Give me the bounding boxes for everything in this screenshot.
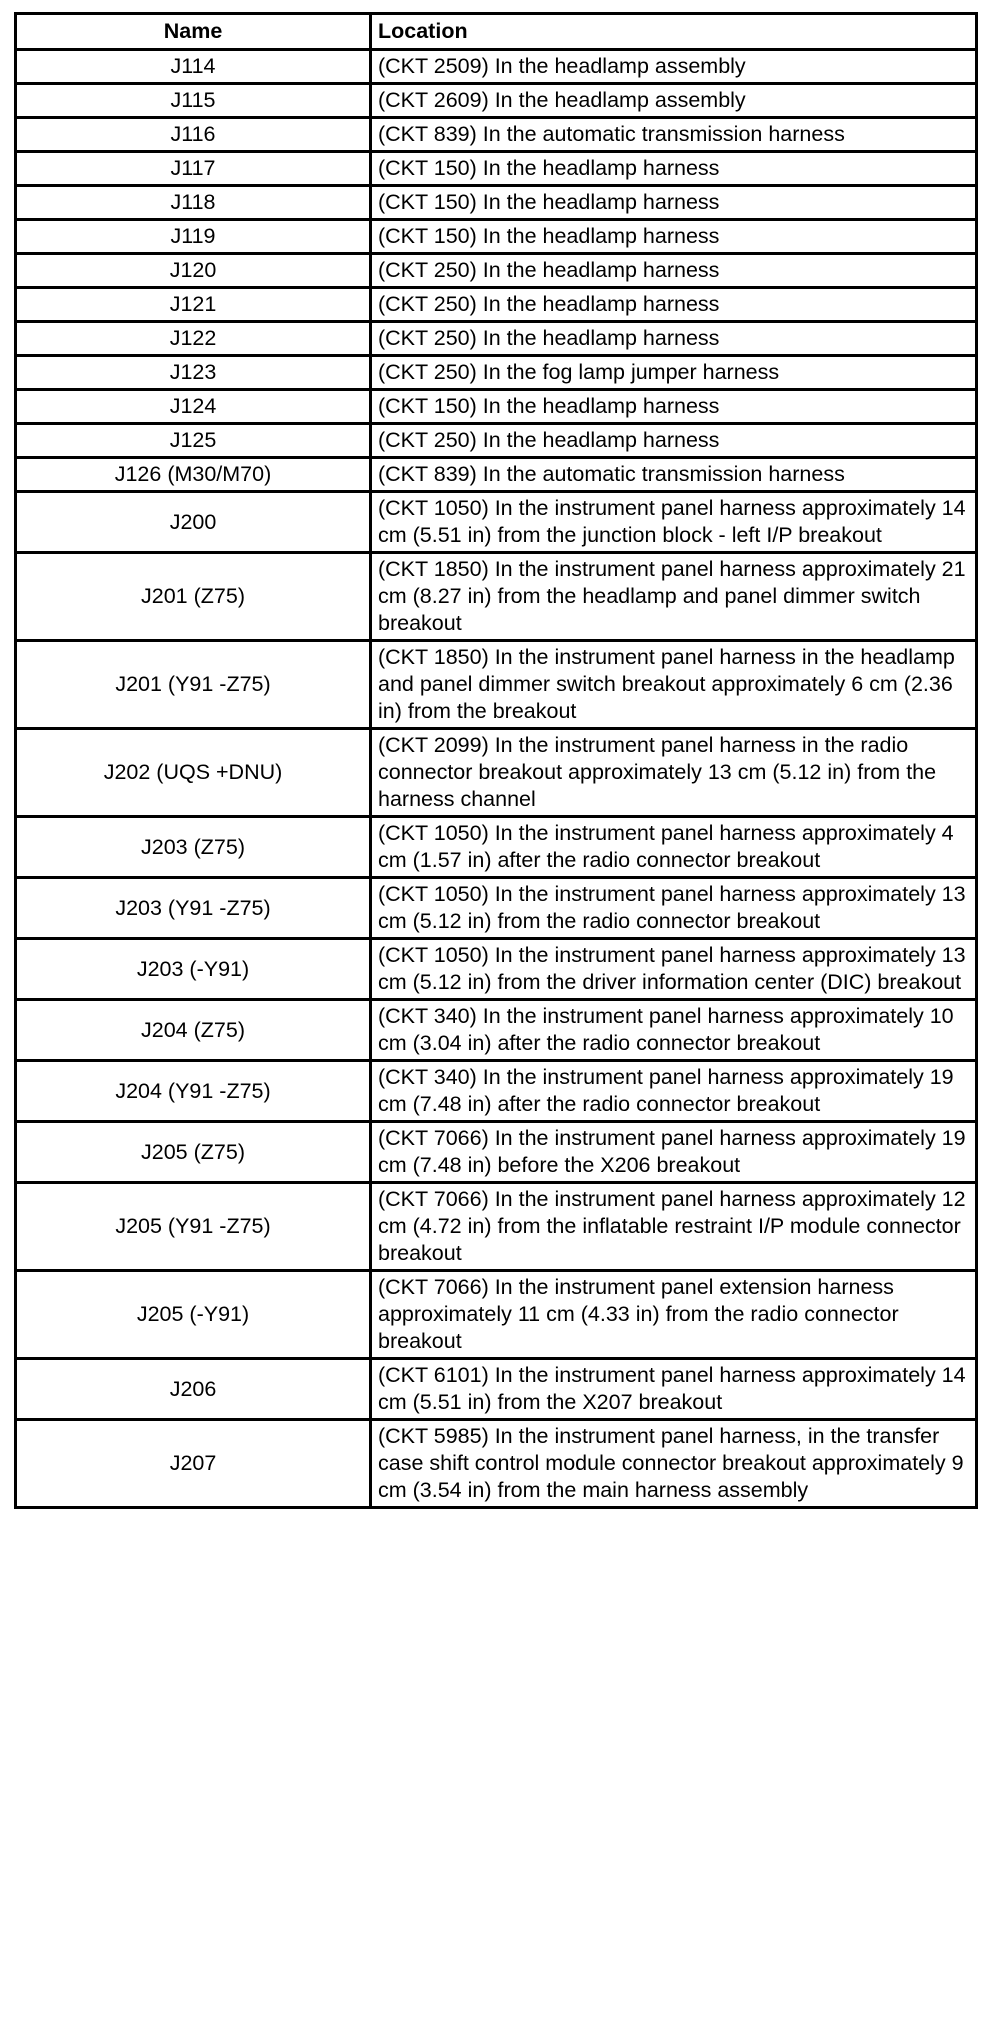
cell-location: (CKT 250) In the headlamp harness (371, 288, 977, 322)
cell-name: J204 (Z75) (16, 1000, 371, 1061)
cell-name: J203 (-Y91) (16, 939, 371, 1000)
cell-name: J119 (16, 220, 371, 254)
table-row (16, 288, 977, 322)
cell-name: J206 (16, 1359, 371, 1420)
table-row (16, 729, 977, 817)
cell-name: J120 (16, 254, 371, 288)
cell-name: J117 (16, 152, 371, 186)
table-row (16, 84, 977, 118)
splice-location-table (14, 12, 978, 1509)
cell-location: (CKT 1050) In the instrument panel harness approximately 13 cm (5.12 in) from the driver information center (DIC) breakout (371, 939, 977, 1000)
table-row (16, 1122, 977, 1183)
table-row (16, 152, 977, 186)
cell-name: J205 (Y91 -Z75) (16, 1183, 371, 1271)
table-row (16, 1183, 977, 1271)
cell-location: (CKT 1050) In the instrument panel harness approximately 14 cm (5.51 in) from the junction block - left I/P breakout (371, 492, 977, 553)
cell-location: (CKT 150) In the headlamp harness (371, 390, 977, 424)
cell-location: (CKT 839) In the automatic transmission harness (371, 118, 977, 152)
column-header-location: Location (371, 14, 977, 50)
cell-location: (CKT 250) In the fog lamp jumper harness (371, 356, 977, 390)
table-row (16, 220, 977, 254)
cell-location: (CKT 7066) In the instrument panel harness approximately 19 cm (7.48 in) before the X206 breakout (371, 1122, 977, 1183)
table-header (16, 14, 977, 50)
table-row (16, 1420, 977, 1508)
cell-name: J126 (M30/M70) (16, 458, 371, 492)
column-header-name: Name (16, 14, 371, 50)
table-row (16, 254, 977, 288)
cell-location: (CKT 2509) In the headlamp assembly (371, 50, 977, 84)
cell-name: J202 (UQS +DNU) (16, 729, 371, 817)
cell-location: (CKT 340) In the instrument panel harness approximately 19 cm (7.48 in) after the radio connector breakout (371, 1061, 977, 1122)
cell-name: J204 (Y91 -Z75) (16, 1061, 371, 1122)
cell-name: J116 (16, 118, 371, 152)
table-row (16, 322, 977, 356)
table-body (16, 50, 977, 1508)
cell-name: J118 (16, 186, 371, 220)
cell-name: J203 (Z75) (16, 817, 371, 878)
cell-location: (CKT 250) In the headlamp harness (371, 424, 977, 458)
cell-location: (CKT 1850) In the instrument panel harness approximately 21 cm (8.27 in) from the headlamp and panel dimmer switch breakout (371, 553, 977, 641)
table-row (16, 553, 977, 641)
cell-location: (CKT 1050) In the instrument panel harness approximately 13 cm (5.12 in) from the radio connector breakout (371, 878, 977, 939)
cell-name: J200 (16, 492, 371, 553)
cell-name: J122 (16, 322, 371, 356)
cell-location: (CKT 839) In the automatic transmission harness (371, 458, 977, 492)
header-row (16, 14, 977, 50)
table-row (16, 1271, 977, 1359)
cell-name: J123 (16, 356, 371, 390)
cell-location: (CKT 2099) In the instrument panel harness in the radio connector breakout approximately 13 cm (5.12 in) from the harness channel (371, 729, 977, 817)
table-row (16, 817, 977, 878)
cell-location: (CKT 7066) In the instrument panel extension harness approximately 11 cm (4.33 in) from the radio connector breakout (371, 1271, 977, 1359)
cell-location: (CKT 250) In the headlamp harness (371, 254, 977, 288)
cell-name: J121 (16, 288, 371, 322)
cell-location: (CKT 150) In the headlamp harness (371, 220, 977, 254)
table-row (16, 458, 977, 492)
table-row (16, 50, 977, 84)
table-row (16, 186, 977, 220)
table-row (16, 492, 977, 553)
table-row (16, 1000, 977, 1061)
cell-location: (CKT 150) In the headlamp harness (371, 186, 977, 220)
table-row (16, 118, 977, 152)
cell-location: (CKT 150) In the headlamp harness (371, 152, 977, 186)
table-row (16, 424, 977, 458)
cell-name: J205 (-Y91) (16, 1271, 371, 1359)
cell-location: (CKT 340) In the instrument panel harness approximately 10 cm (3.04 in) after the radio connector breakout (371, 1000, 977, 1061)
cell-name: J124 (16, 390, 371, 424)
table-row (16, 356, 977, 390)
table-row (16, 1061, 977, 1122)
cell-location: (CKT 1050) In the instrument panel harness approximately 4 cm (1.57 in) after the radio connector breakout (371, 817, 977, 878)
cell-location: (CKT 5985) In the instrument panel harness, in the transfer case shift control module connector breakout approximately 9 cm (3.54 in) from the main harness assembly (371, 1420, 977, 1508)
cell-location: (CKT 2609) In the headlamp assembly (371, 84, 977, 118)
cell-name: J203 (Y91 -Z75) (16, 878, 371, 939)
cell-name: J201 (Z75) (16, 553, 371, 641)
cell-name: J201 (Y91 -Z75) (16, 641, 371, 729)
table-row (16, 1359, 977, 1420)
cell-name: J114 (16, 50, 371, 84)
table-row (16, 878, 977, 939)
cell-location: (CKT 7066) In the instrument panel harness approximately 12 cm (4.72 in) from the inflatable restraint I/P module connector breakout (371, 1183, 977, 1271)
table-row (16, 641, 977, 729)
cell-location: (CKT 1850) In the instrument panel harness in the headlamp and panel dimmer switch breakout approximately 6 cm (2.36 in) from the breakout (371, 641, 977, 729)
cell-location: (CKT 6101) In the instrument panel harness approximately 14 cm (5.51 in) from the X207 breakout (371, 1359, 977, 1420)
cell-name: J115 (16, 84, 371, 118)
table-row (16, 939, 977, 1000)
cell-location: (CKT 250) In the headlamp harness (371, 322, 977, 356)
cell-name: J205 (Z75) (16, 1122, 371, 1183)
cell-name: J125 (16, 424, 371, 458)
cell-name: J207 (16, 1420, 371, 1508)
table-row (16, 390, 977, 424)
